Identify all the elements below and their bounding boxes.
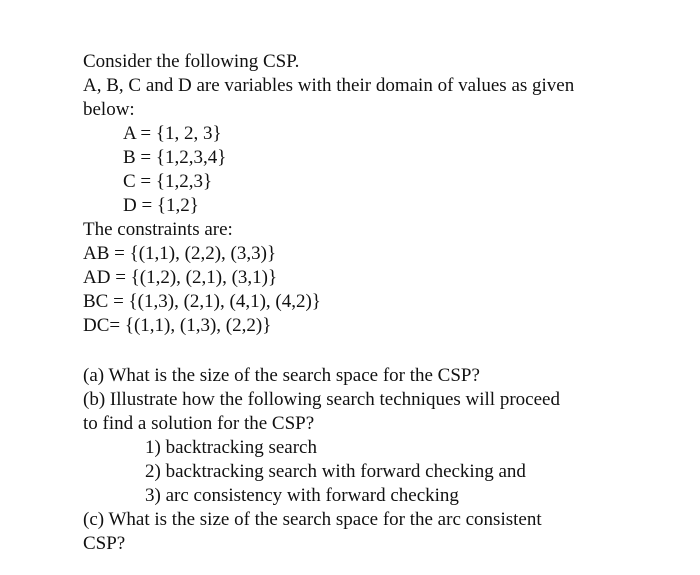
constraints-heading: The constraints are: (83, 219, 233, 240)
problem-title: Consider the following CSP. (83, 51, 300, 72)
domain-c: C = {1,2,3} (123, 171, 213, 192)
domain-a: A = {1, 2, 3} (123, 123, 222, 144)
technique-backtracking: 1) backtracking search (145, 437, 317, 458)
question-a: (a) What is the size of the search space for the CSP? (83, 365, 480, 386)
domain-b: B = {1,2,3,4} (123, 147, 227, 168)
constraint-ab: AB = {(1,1), (2,2), (3,3)} (83, 243, 277, 264)
problem-description-line-2: below: (83, 99, 135, 120)
constraint-dc: DC= {(1,1), (1,3), (2,2)} (83, 315, 272, 336)
question-b-line-1: (b) Illustrate how the following search techniques will proceed (83, 389, 560, 410)
question-c-line-1: (c) What is the size of the search space for the arc consistent (83, 509, 542, 530)
constraint-ad: AD = {(1,2), (2,1), (3,1)} (83, 267, 278, 288)
technique-arc-consistency: 3) arc consistency with forward checking (145, 485, 459, 506)
question-b-line-2: to find a solution for the CSP? (83, 413, 315, 434)
problem-description-line-1: A, B, C and D are variables with their domain of values as given (83, 75, 575, 96)
technique-forward-checking: 2) backtracking search with forward checking and (145, 461, 526, 482)
question-c-line-2: CSP? (83, 533, 126, 554)
constraint-bc: BC = {(1,3), (2,1), (4,1), (4,2)} (83, 291, 321, 312)
domain-d: D = {1,2} (123, 195, 199, 216)
